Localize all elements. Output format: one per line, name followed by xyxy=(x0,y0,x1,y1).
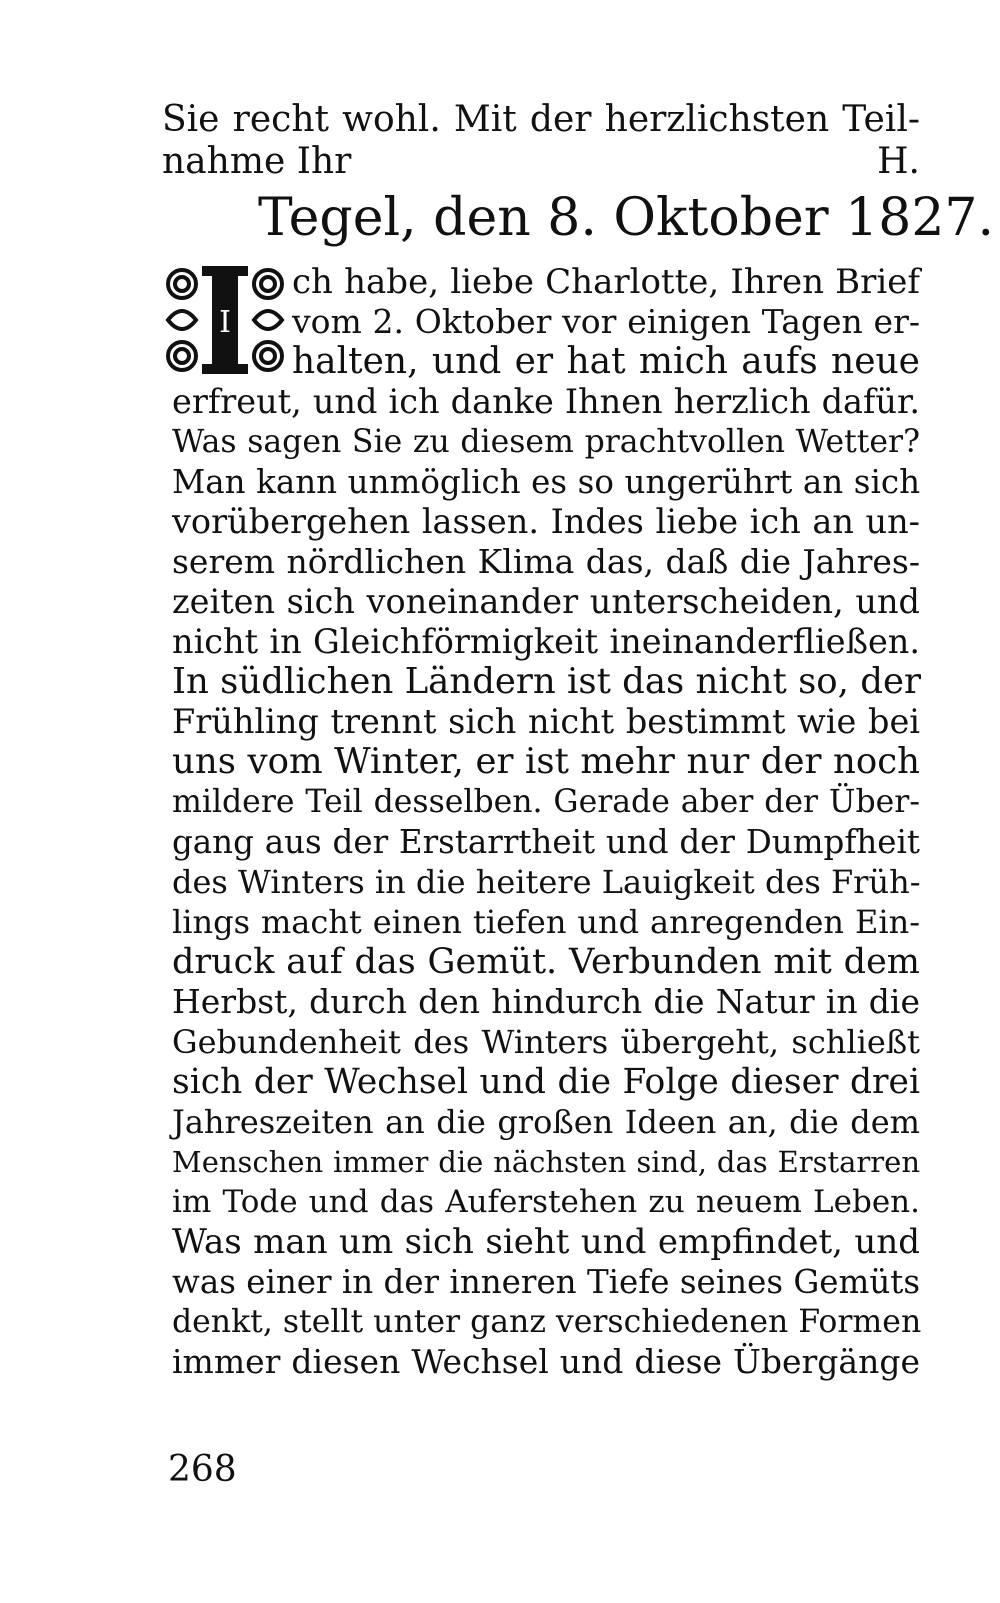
dropcap-ornament-icon xyxy=(160,262,290,378)
text-line-4: erfreut, und ich danke Ihnen herzlich dafür. xyxy=(172,382,920,421)
text-line-12: Frühling trennt sich nicht bestimmt wie bei xyxy=(172,702,920,741)
closing-line-2 xyxy=(162,142,920,182)
text-line-15: gang aus der Erstarrtheit und der Dumpfheit xyxy=(172,823,920,861)
text-line-27: denkt, stellt unter ganz verschiedenen Formen xyxy=(172,1304,922,1340)
text-line-26: was einer in der inneren Tiefe seines Gemüts xyxy=(172,1263,921,1301)
text-line-18: druck auf das Gemüt. Verbunden mit dem xyxy=(172,942,920,982)
text-line-20: Gebundenheit des Winters übergeht, schließt xyxy=(172,1023,920,1061)
text-line-8: serem nördlichen Klima das, daß die Jahres- xyxy=(172,542,920,581)
page-number: 268 xyxy=(168,1449,237,1490)
text-line-23: Menschen immer die nächsten sind, das Erstarren xyxy=(172,1145,920,1179)
text-line-24: im Tode und das Auferstehen zu neuem Leben. xyxy=(172,1184,920,1220)
text-line-16: des Winters in die heitere Lauigkeit des Früh- xyxy=(172,863,921,901)
text-line-28: immer diesen Wechsel und diese Übergänge xyxy=(172,1342,920,1381)
text-line-3: halten, und er hat mich aufs neue xyxy=(292,341,920,382)
text-line-13: uns vom Winter, er ist mehr nur der noch xyxy=(172,741,920,782)
closing-line-1: Sie recht wohl. Mit der herzlichsten Teil- xyxy=(162,99,920,140)
text-line-25: Was man um sich sieht und empfindet, und xyxy=(172,1222,920,1262)
text-line-5: Was sagen Sie zu diesem prachtvollen Wetter? xyxy=(172,424,920,460)
text-line-10: nicht in Gleichförmigkeit ineinanderfließen. xyxy=(172,622,920,661)
text-line-17: lings macht einen tiefen und anregenden Ein- xyxy=(172,903,920,941)
text-line-6: Man kann unmöglich es so ungerührt an sich xyxy=(172,463,920,501)
text-line-9: zeiten sich voneinander unterscheiden, und xyxy=(172,582,920,621)
text-line-1: ch habe, liebe Charlotte, Ihren Brief xyxy=(292,262,920,302)
text-line-11: In südlichen Ländern ist das nicht so, der xyxy=(172,661,921,702)
closing-salutation: nahme Ihr xyxy=(162,141,352,182)
text-line-2: vom 2. Oktober vor einigen Tagen er- xyxy=(292,302,920,341)
ornamental-dropcap xyxy=(160,262,290,378)
letter-heading: Tegel, den 8. Oktober 1827. xyxy=(258,188,995,248)
text-line-21: sich der Wechsel und die Folge dieser drei xyxy=(172,1062,920,1102)
closing-signature: H. xyxy=(877,141,920,182)
text-line-19: Herbst, durch den hindurch die Natur in die xyxy=(172,982,920,1021)
text-line-7: vorübergehen lassen. Indes liebe ich an un- xyxy=(172,502,920,541)
text-line-22: Jahreszeiten an die großen Ideen an, die dem xyxy=(172,1103,920,1141)
dropcap-letter: I xyxy=(219,305,231,340)
text-line-14: mildere Teil desselben. Gerade aber der Über- xyxy=(172,784,920,820)
